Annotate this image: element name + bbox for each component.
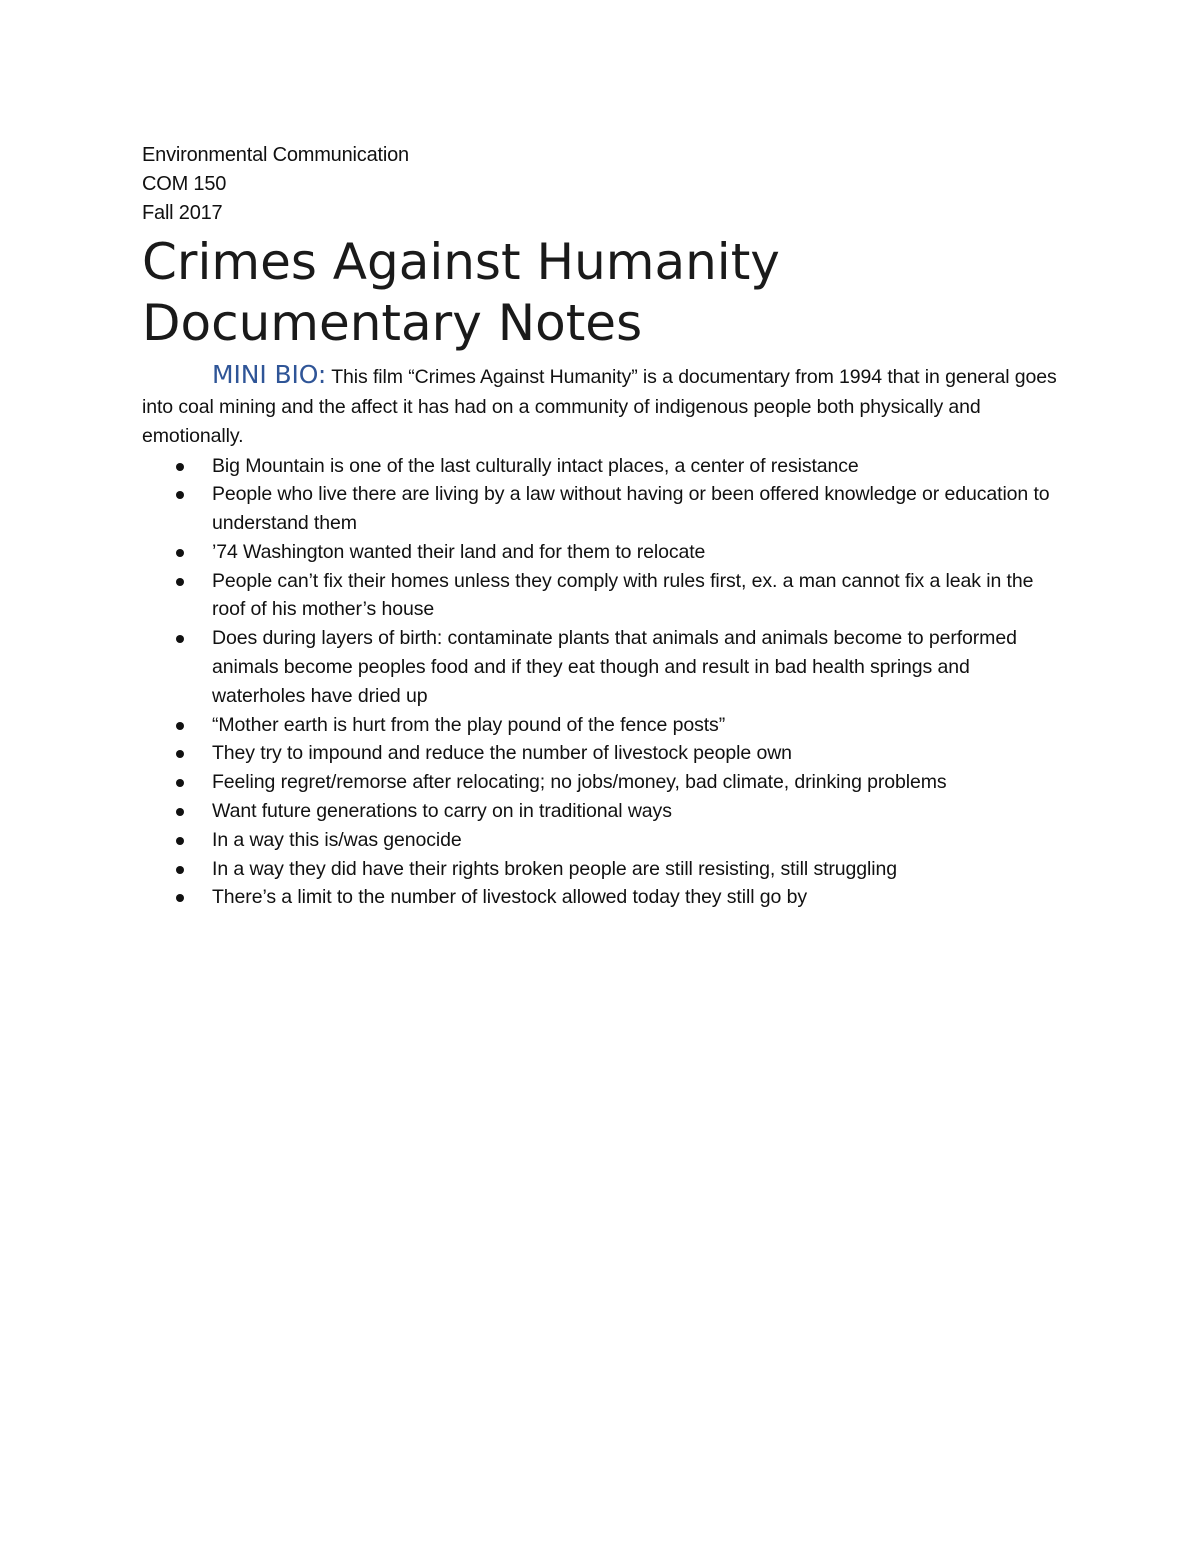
note-item <box>142 567 1062 625</box>
document-body <box>142 141 1062 912</box>
note-text: Does during layers of birth: contaminate plants that animals and animals become to performed animals become peoples food and if they eat though and result in bad health springs and waterholes have dried up <box>212 627 1017 707</box>
note-item <box>142 624 1062 710</box>
note-item <box>142 855 1062 884</box>
course-name: Environmental Communication <box>142 144 409 166</box>
note-text: Big Mountain is one of the last culturally intact places, a center of resistance <box>212 454 859 477</box>
note-item <box>142 538 1062 567</box>
note-text: They try to impound and reduce the number of livestock people own <box>212 742 792 765</box>
course-code: COM 150 <box>142 173 227 195</box>
bullet-icon <box>176 808 184 816</box>
bullet-icon <box>176 779 184 787</box>
document-title <box>142 232 1062 354</box>
bullet-icon <box>176 722 184 730</box>
bullet-icon <box>176 463 184 471</box>
title-line-2: Documentary Notes <box>142 294 643 352</box>
mini-bio-paragraph <box>142 360 1062 452</box>
note-text: ’74 Washington wanted their land and for them to relocate <box>212 540 706 563</box>
title-line-1: Crimes Against Humanity <box>142 233 780 291</box>
note-text: People can’t fix their homes unless they comply with rules first, ex. a man cannot fix a leak in the roof of his mother’s house <box>212 569 1034 621</box>
note-item <box>142 826 1062 855</box>
bullet-icon <box>176 894 184 902</box>
note-item <box>142 711 1062 740</box>
bullet-icon <box>176 635 184 643</box>
bullet-icon <box>176 578 184 586</box>
note-text: Feeling regret/remorse after relocating; no jobs/money, bad climate, drinking problems <box>212 771 947 794</box>
note-item <box>142 883 1062 912</box>
note-text: In a way this is/was genocide <box>212 828 462 851</box>
course-term: Fall 2017 <box>142 202 223 224</box>
mini-bio-label: MINI BIO: <box>212 360 327 389</box>
note-text: “Mother earth is hurt from the play pound of the fence posts” <box>212 713 726 736</box>
mini-bio-text: This film “Crimes Against Humanity” is a documentary from 1994 that in general goes into coal mining and the affect it has had on a community of indigenous people both physically and emotionally. <box>142 366 1057 447</box>
note-item <box>142 739 1062 768</box>
bullet-icon <box>176 549 184 557</box>
note-item <box>142 480 1062 538</box>
note-text: Want future generations to carry on in traditional ways <box>212 800 672 823</box>
note-text: There’s a limit to the number of livestock allowed today they still go by <box>212 886 807 909</box>
note-item <box>142 797 1062 826</box>
bullet-icon <box>176 866 184 874</box>
bullet-icon <box>176 837 184 845</box>
note-item <box>142 768 1062 797</box>
note-text: People who live there are living by a law without having or been offered knowledge or education to understand them <box>212 483 1050 535</box>
bullet-icon <box>176 491 184 499</box>
notes-list <box>142 452 1062 913</box>
note-text: In a way they did have their rights broken people are still resisting, still struggling <box>212 857 897 880</box>
bullet-icon <box>176 750 184 758</box>
note-item <box>142 452 1062 481</box>
